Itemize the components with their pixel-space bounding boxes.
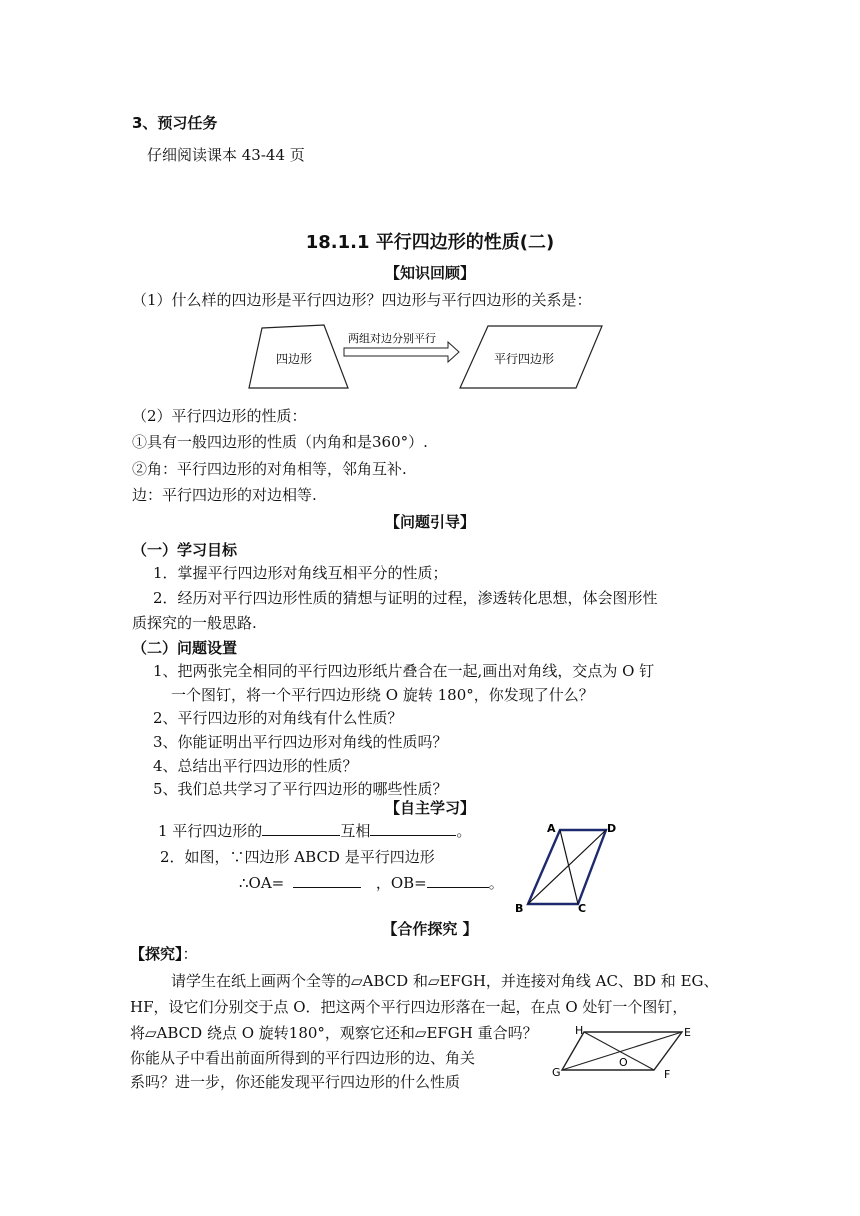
- question-4: 4、总结出平行四边形的性质？: [153, 757, 358, 775]
- review-heading: 【知识回顾】: [384, 264, 475, 282]
- quadrilateral-label: 四边形: [276, 352, 313, 366]
- explore-line-2: HF，设它们分别交于点 O．把这两个平行四边形落在一起，在点 O 处钉一个图钉，: [130, 998, 688, 1016]
- blank-field[interactable]: [370, 821, 456, 836]
- center-o-label: O: [619, 1056, 628, 1069]
- guide-heading: 【问题引导】: [384, 513, 475, 531]
- fill-blank-3: [239, 872, 504, 893]
- explore-line-5: 系吗？进一步，你还能发现平行四边形的什么性质: [130, 1073, 461, 1091]
- fill-blank-3-prefix: ∴OA=: [239, 874, 285, 892]
- goal-1: 1．掌握平行四边形对角线互相平分的性质；: [153, 564, 448, 582]
- diagonal-bd: [528, 830, 606, 904]
- goal-2-line-1: 2．经历对平行四边形性质的猜想与证明的过程，渗透转化思想，体会图形性: [153, 589, 658, 607]
- review-question-1: （1）什么样的四边形是平行四边形？四边形与平行四边形的关系是：: [132, 291, 592, 309]
- explore-colon: ：: [182, 945, 198, 963]
- parallelogram-efgh-figure: [548, 1022, 698, 1082]
- arrow-right-icon: [344, 342, 459, 362]
- coop-heading: 【合作探究 】: [382, 920, 478, 938]
- property-3: 边：平行四边形的对边相等.: [132, 486, 317, 504]
- vertex-b-label: B: [515, 902, 524, 914]
- diagonal-ac: [560, 830, 578, 904]
- blank-field-ob[interactable]: [427, 873, 489, 888]
- vertex-h-label: H: [575, 1024, 584, 1037]
- question-3: 3、你能证明出平行四边形对角线的性质吗？: [153, 733, 448, 751]
- self-study-heading: 【自主学习】: [384, 799, 475, 817]
- explore-line-3: 将▱ABCD 绕点 O 旋转180°，观察它还和▱EFGH 重合吗？: [130, 1024, 538, 1042]
- blank-field[interactable]: [262, 821, 340, 836]
- blank-field-oa[interactable]: [293, 873, 361, 888]
- fill-blank-3-suffix: 。: [488, 874, 504, 892]
- vertex-c-label: C: [578, 902, 587, 914]
- explore-line-1: 请学生在纸上画两个全等的▱ABCD 和▱EFGH，并连接对角线 AC、BD 和 EG、: [171, 972, 719, 990]
- vertex-g-label: G: [552, 1066, 561, 1079]
- parallelogram-label: 平行四边形: [494, 352, 555, 366]
- fill-blank-2: 2．如图，∵四边形 ABCD 是平行四边形: [160, 848, 435, 866]
- fill-blank-3-middle: ，OB=: [375, 874, 427, 892]
- review-question-2: （2）平行四边形的性质：: [132, 407, 307, 425]
- goals-heading: （一）学习目标: [132, 541, 238, 559]
- preview-heading: 3、预习任务: [132, 114, 218, 132]
- quadrilateral-relation-diagram: [246, 322, 606, 392]
- question-1-line-1: 1、把两张完全相同的平行四边形纸片叠合在一起,画出对角线，交点为 O 钉: [153, 662, 655, 680]
- questions-heading: （二）问题设置: [132, 639, 238, 657]
- lesson-title: 18.1.1 平行四边形的性质(二): [305, 232, 555, 253]
- question-5: 5、我们总共学习了平行四边形的哪些性质？: [153, 780, 448, 798]
- question-2: 2、平行四边形的对角线有什么性质？: [153, 709, 403, 727]
- explore-line-4: 你能从子中看出前面所得到的平行四边形的边、角关: [130, 1049, 476, 1067]
- vertex-a-label: A: [547, 822, 556, 835]
- goal-2-line-2: 质探究的一般思路.: [132, 614, 257, 632]
- question-1-line-2: 一个图钉，将一个平行四边形绕 O 旋转 180°，你发现了什么？: [171, 686, 594, 704]
- property-1: ①具有一般四边形的性质（内角和是360°）.: [132, 433, 428, 451]
- parallelogram-abcd-figure: [510, 818, 620, 914]
- explore-label-row: [130, 943, 198, 964]
- vertex-f-label: F: [664, 1068, 671, 1081]
- fill-blank-1: [158, 820, 471, 841]
- fill-blank-1-middle: 互相: [340, 822, 371, 840]
- explore-label: 【探究】: [130, 945, 183, 963]
- preview-text: 仔细阅读课本 43-44 页: [147, 146, 305, 164]
- property-2: ②角：平行四边形的对角相等，邻角互补.: [132, 460, 407, 478]
- fill-blank-1-prefix: 1 平行四边形的: [158, 822, 263, 840]
- vertex-e-label: E: [684, 1026, 691, 1039]
- fill-blank-1-suffix: 。: [456, 822, 472, 840]
- arrow-label: 两组对边分别平行: [348, 332, 436, 345]
- vertex-d-label: D: [607, 822, 617, 835]
